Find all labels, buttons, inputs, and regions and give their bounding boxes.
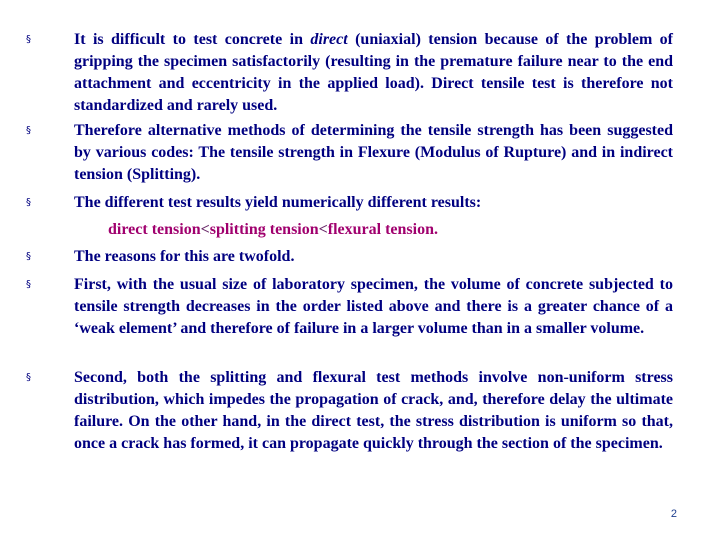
bullet-marker: § (26, 125, 31, 136)
paragraph-text: It is difficult to test concrete in (74, 31, 311, 48)
bullet-marker: § (26, 372, 31, 383)
paragraph-different-results: The different test results yield numerically different results: (74, 194, 482, 211)
tension-ordering-callout (108, 219, 438, 241)
bullet-marker: § (26, 251, 31, 262)
paragraph-alternative-methods: Therefore alternative methods of determining the tensile strength has been suggested by various codes: The tensile strength in Flexure (Modulus of Rupture) and in indirect tension (Splitting). (74, 122, 673, 183)
paragraph-second-reason: Second, both the splitting and flexural test methods involve non-uniform stress distribution, which impedes the propagation of crack, and, therefore delay the ultimate failure. On the other hand, in the direct test, the stress distribution is uniform so that, once a crack has formed, it can propagate quickly through the section of the specimen. (74, 369, 673, 452)
less-than-symbol: < (318, 221, 328, 238)
bullet-marker: § (26, 279, 31, 290)
bullet-marker: § (26, 34, 31, 45)
callout-flexural-tension: flexural tension. (327, 221, 438, 238)
callout-direct-tension: direct tension (108, 221, 201, 238)
callout-splitting-tension: splitting tension (209, 221, 319, 238)
page-number: 2 (670, 508, 677, 520)
paragraph-first-reason: First, with the usual size of laboratory specimen, the volume of concrete subjected to tensile strength decreases in the order listed above and there is a greater chance of a ‘weak element’ and therefore of failure in a larger volume than in a smaller volume. (74, 276, 673, 337)
paragraph-reasons: The reasons for this are twofold. (74, 248, 295, 265)
paragraph-text: (uniaxial) tension because of the problem of gripping the specimen satisfactorily (resulting in the premature failure near to the end attachment and eccentricity in the applied load). Direct tensile test is therefore not standardized and rarely used. (74, 31, 674, 114)
emphasis-direct: direct (310, 31, 348, 48)
paragraph-direct-tension-difficulty (74, 29, 673, 117)
bullet-marker: § (26, 197, 31, 208)
less-than-symbol: < (200, 221, 210, 238)
